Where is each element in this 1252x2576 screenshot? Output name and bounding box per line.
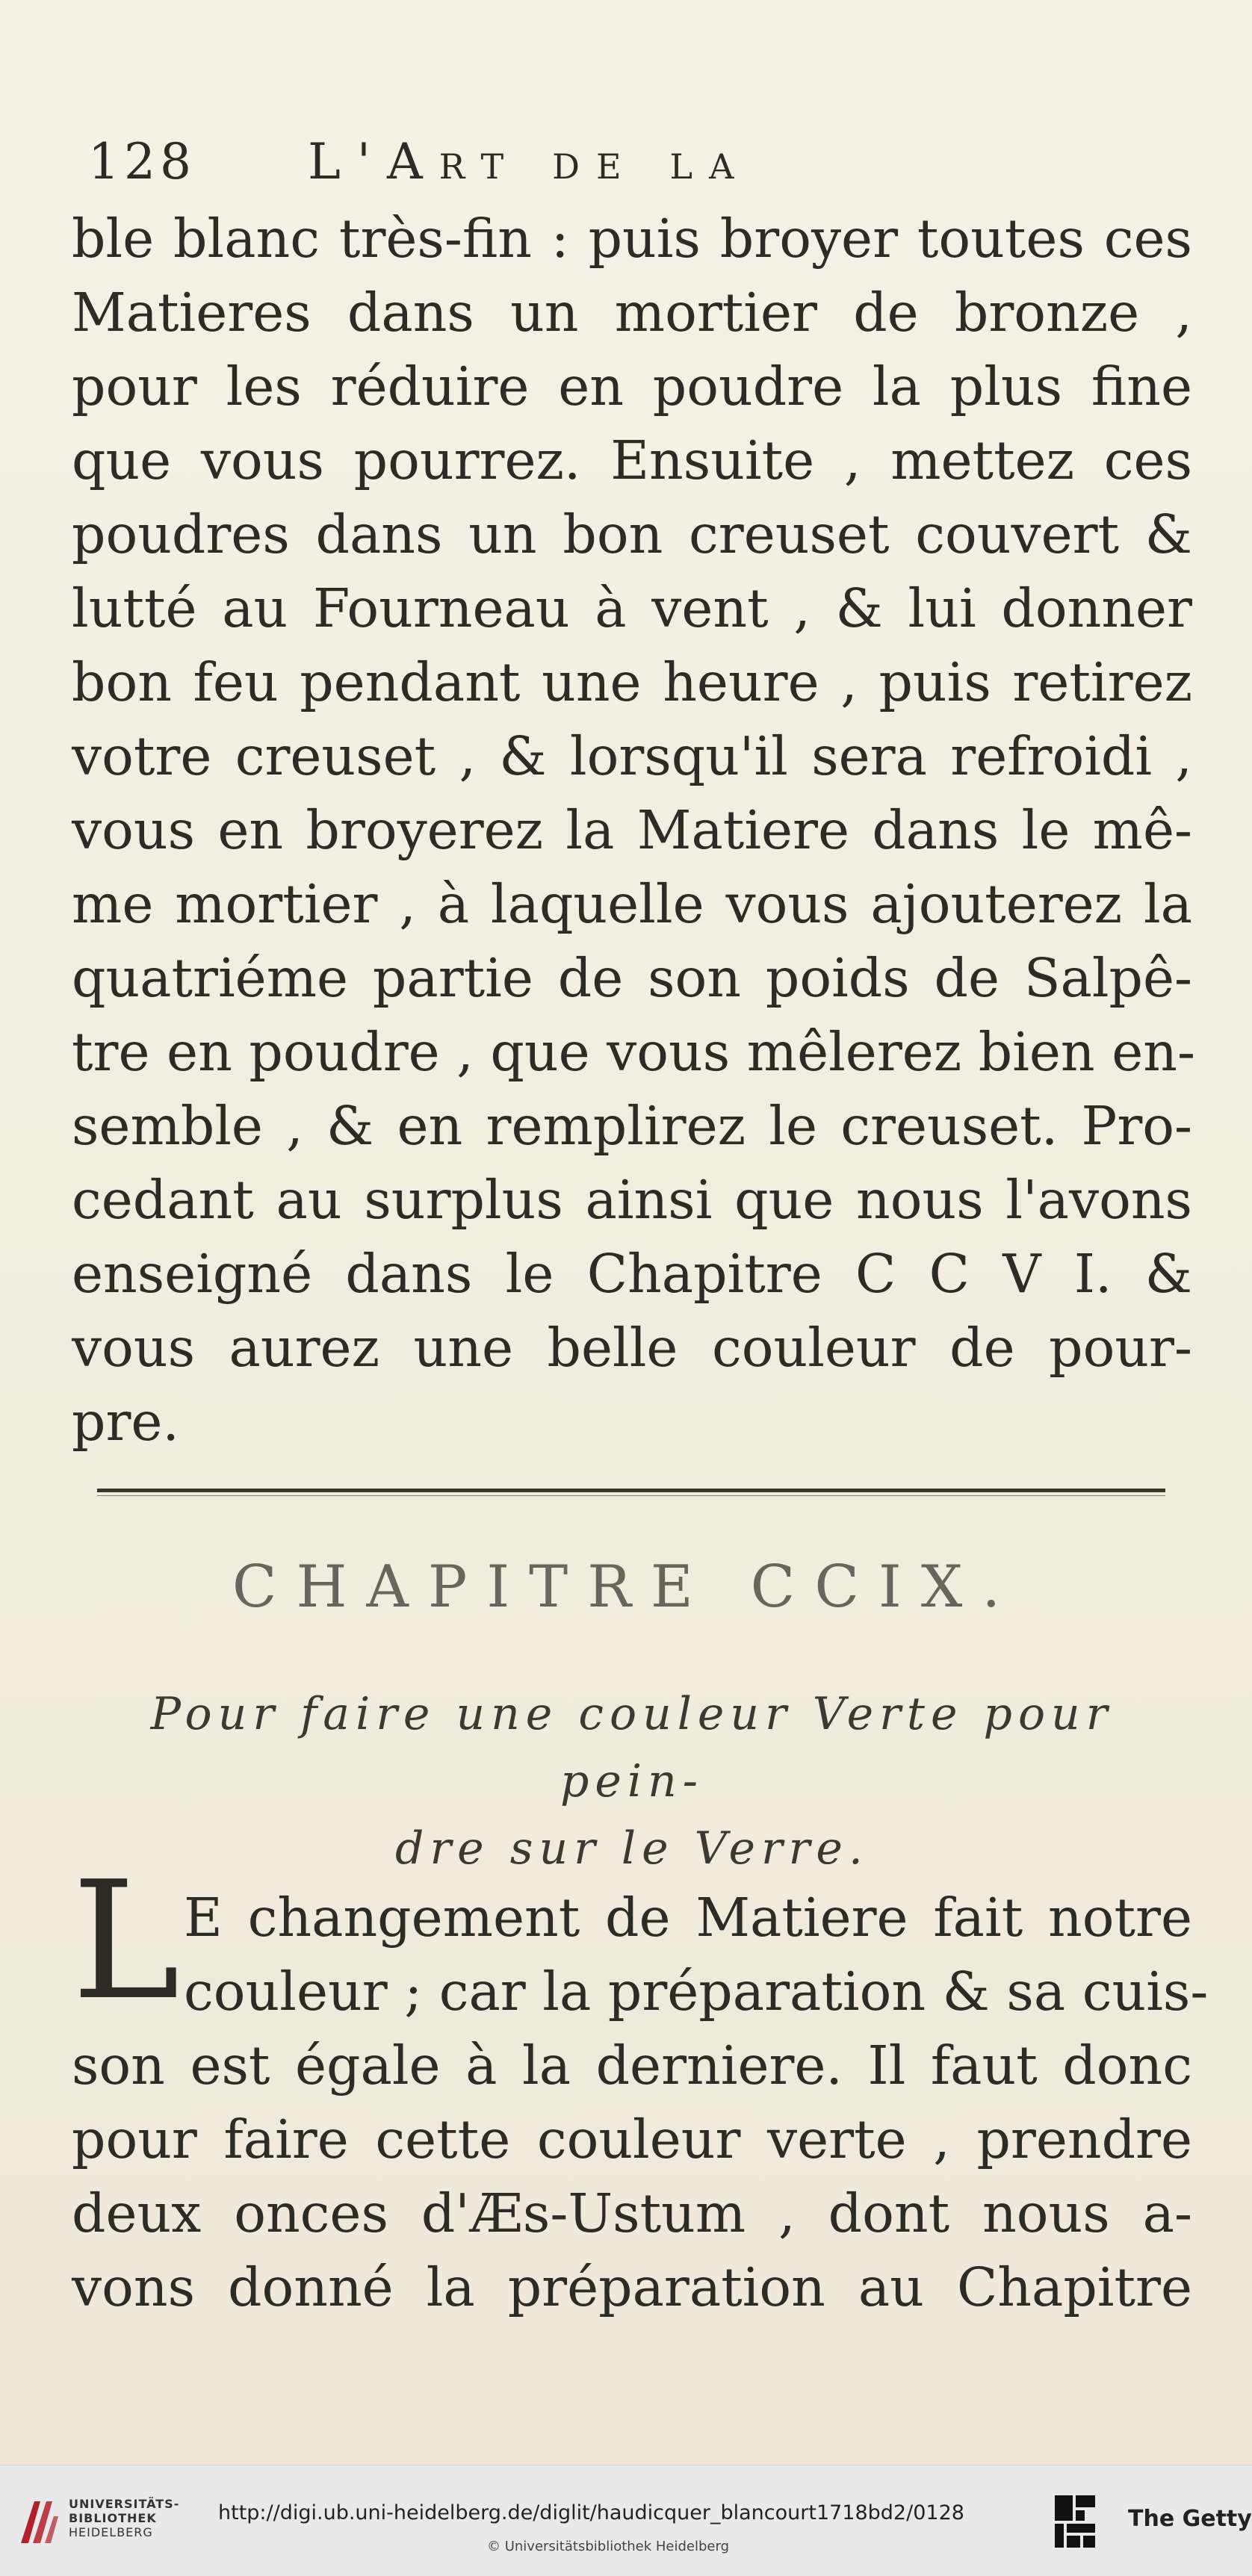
library-name-line: HEIDELBERG xyxy=(69,2525,153,2539)
text-line: pre. xyxy=(72,1391,179,1453)
text-line: bon feu pendant une heure , puis retirez xyxy=(72,651,1192,713)
chapter-subtitle xyxy=(72,1680,1192,1882)
text-line: votre creuset , & lorsqu'il sera refroidi , xyxy=(72,725,1192,787)
page-number: 128 xyxy=(88,133,196,190)
drop-cap: L xyxy=(72,1847,180,2036)
text-line: semble , & en remplirez le creuset. Pro- xyxy=(72,1095,1192,1157)
text-line: cedant au surplus ainsi que nous l'avons xyxy=(72,1169,1192,1231)
running-head xyxy=(88,133,1194,190)
viewer-footer xyxy=(0,2465,1252,2576)
copyright-notice: © Universitätsbibliothek Heidelberg xyxy=(487,2539,730,2554)
text-line: poudres dans un bon creuset couvert & xyxy=(72,503,1192,565)
section-divider-thin xyxy=(97,1495,1165,1496)
text-line: me mortier , à laquelle vous ajouterez la xyxy=(72,873,1192,935)
text-line: pour les réduire en poudre la plus fine xyxy=(72,356,1192,418)
text-line: pour faire cette couleur verte , prendre xyxy=(72,2108,1192,2170)
text-block-2 xyxy=(72,1881,1209,2324)
text-line: enseigné dans le Chapitre C C V I. & xyxy=(72,1243,1192,1305)
text-line: deux onces d'Æs-Ustum , dont nous a- xyxy=(72,2182,1192,2244)
subtitle-line: Pour faire une couleur Verte pour pein- xyxy=(150,1688,1114,1807)
getty-logo-icon xyxy=(1052,2492,1098,2551)
section-divider xyxy=(97,1489,1165,1492)
text-line: vous aurez une belle couleur de pour- xyxy=(72,1317,1192,1379)
running-title: L'Art de la xyxy=(307,133,751,190)
text-line: couleur ; car la préparation & sa cuis- xyxy=(184,1961,1209,2023)
library-name xyxy=(69,2497,179,2539)
text-line: quatriéme partie de son poids de Salpê- xyxy=(72,947,1192,1009)
text-line: que vous pourrez. Ensuite , mettez ces xyxy=(72,429,1192,491)
text-line: lutté au Fourneau à vent , & lui donner xyxy=(72,577,1192,639)
permalink[interactable]: http://digi.ub.uni-heidelberg.de/diglit/haudicquer_blancourt1718bd2/0128 xyxy=(218,2501,964,2524)
text-line: E changement de Matiere fait notre xyxy=(184,1887,1192,1949)
university-logo-icon xyxy=(15,2495,61,2548)
text-line: vous en broyerez la Matiere dans le mê- xyxy=(72,799,1192,861)
text-line: ble blanc très-fin : puis broyer toutes ces xyxy=(72,208,1192,270)
text-line: son est égale à la derniere. Il faut donc xyxy=(72,2035,1192,2097)
text-line: vons donné la préparation au Chapitre xyxy=(72,2256,1192,2318)
text-line: tre en poudre , que vous mêlerez bien en- xyxy=(72,1021,1195,1083)
library-name-line: BIBLIOTHEK xyxy=(69,2511,157,2525)
subtitle-line: dre sur le Verre. xyxy=(395,1822,869,1875)
library-name-line: UNIVERSITÄTS- xyxy=(69,2497,180,2511)
chapter-heading: CHAPITRE CCIX. xyxy=(232,1554,1020,1621)
partner-name: The Getty xyxy=(1128,2506,1252,2532)
text-block-1 xyxy=(72,202,1195,1459)
text-line: Matieres dans un mortier de bronze , xyxy=(72,282,1192,344)
